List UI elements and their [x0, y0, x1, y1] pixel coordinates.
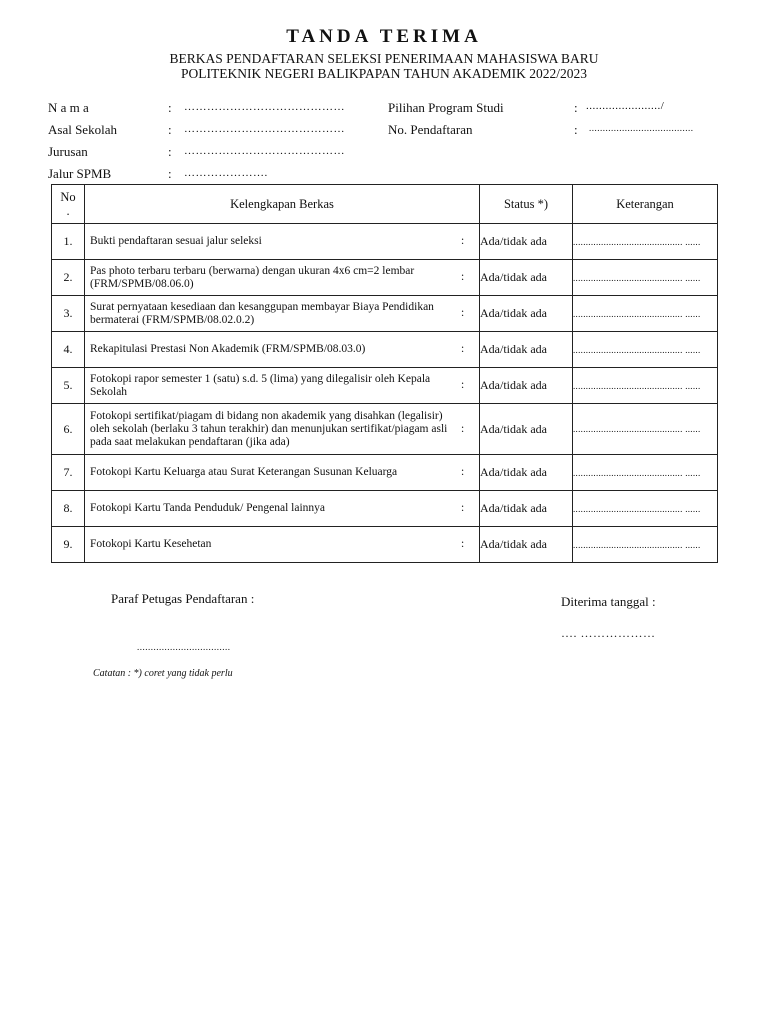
row-description-cell: [85, 527, 480, 563]
pilihan-prodi-label: Pilihan Program Studi: [388, 100, 504, 115]
no-pendaftaran-field[interactable]: ......................................: [589, 123, 694, 133]
row-status[interactable]: Ada/tidak ada: [480, 368, 573, 404]
pilihan-prodi-field[interactable]: ......................./: [586, 100, 665, 112]
row-number: 8.: [52, 491, 85, 527]
berkas-checklist-table: [51, 184, 718, 563]
header-kelengkapan: Kelengkapan Berkas: [85, 185, 480, 224]
table-body: [52, 224, 718, 563]
diterima-tanggal-label: Diterima tanggal :: [561, 594, 656, 609]
row-description-cell: [85, 332, 480, 368]
row-description: [85, 373, 479, 399]
jurusan-field[interactable]: ……………………………………: [184, 145, 345, 157]
row-description-text: Fotokopi rapor semester 1 (satu) s.d. 5 (lima) yang dilegalisir oleh Kepala Sekolah: [90, 372, 431, 398]
row-description-cell: [85, 455, 480, 491]
table-row: [52, 527, 718, 563]
paraf-petugas-label: Paraf Petugas Pendaftaran :: [111, 591, 255, 606]
pilihan-prodi-colon: :: [574, 100, 578, 115]
no-pendaftaran-label: No. Pendaftaran: [388, 122, 473, 137]
row-status[interactable]: Ada/tidak ada: [480, 404, 573, 455]
row-status[interactable]: Ada/tidak ada: [480, 455, 573, 491]
row-number: 3.: [52, 296, 85, 332]
row-status[interactable]: Ada/tidak ada: [480, 332, 573, 368]
row-colon: :: [461, 502, 465, 514]
row-colon: :: [461, 379, 465, 391]
table-row: [52, 491, 718, 527]
row-keterangan[interactable]: ........................................... ......: [573, 404, 718, 455]
paraf-petugas-signature-line[interactable]: ..................................: [137, 642, 231, 652]
table-row: [52, 332, 718, 368]
row-description: [85, 343, 479, 356]
row-description-text: Surat pernyataan kesediaan dan kesanggupan membayar Biaya Pendidikan bermaterai (FRM/SPMB/08.02.0.2): [90, 300, 434, 326]
row-keterangan[interactable]: ........................................... ......: [573, 260, 718, 296]
row-description-cell: [85, 491, 480, 527]
row-description-cell: [85, 260, 480, 296]
row-number: 9.: [52, 527, 85, 563]
row-colon: :: [461, 343, 465, 355]
table-row: [52, 260, 718, 296]
document-subtitle-line1: BERKAS PENDAFTARAN SELEKSI PENERIMAAN MAHASISWA BARU: [169, 51, 599, 66]
row-description-cell: [85, 224, 480, 260]
row-keterangan[interactable]: ........................................... ......: [573, 527, 718, 563]
document-title: TANDA TERIMA: [286, 26, 482, 47]
table-row: [52, 368, 718, 404]
row-description: [85, 466, 479, 479]
row-description-cell: [85, 368, 480, 404]
row-description: [85, 301, 479, 327]
row-description-text: Pas photo terbaru terbaru (berwarna) dengan ukuran 4x6 cm=2 lembar (FRM/SPMB/08.06.0): [90, 264, 415, 290]
row-keterangan[interactable]: ........................................... ......: [573, 455, 718, 491]
row-number: 2.: [52, 260, 85, 296]
diterima-tanggal-field[interactable]: …. ………………: [561, 626, 656, 640]
row-status[interactable]: Ada/tidak ada: [480, 260, 573, 296]
row-number: 1.: [52, 224, 85, 260]
asal-sekolah-label: Asal Sekolah: [48, 122, 117, 137]
row-description: [85, 538, 479, 551]
row-number: 5.: [52, 368, 85, 404]
row-description-text: Fotokopi sertifikat/piagam di bidang non akademik yang disahkan (legalisir) oleh sekolah (berlaku 3 tahun terakhir) dan menunjukan sertifikat/piagam asli pada saat melakukan pendaftaran (jika ada): [90, 409, 448, 448]
asal-sekolah-field[interactable]: ……………………………………: [184, 123, 345, 135]
row-status[interactable]: Ada/tidak ada: [480, 296, 573, 332]
nama-colon: :: [168, 100, 172, 115]
row-description-cell: [85, 404, 480, 455]
table-header-row: [52, 185, 718, 224]
nama-label: N a m a: [48, 100, 89, 115]
row-keterangan[interactable]: ........................................... ......: [573, 224, 718, 260]
row-status[interactable]: Ada/tidak ada: [480, 527, 573, 563]
jalur-spmb-colon: :: [168, 166, 172, 181]
table-row: [52, 296, 718, 332]
row-description: [85, 265, 479, 291]
row-description: [85, 502, 479, 515]
catatan-note: Catatan : *) coret yang tidak perlu: [93, 668, 233, 679]
row-colon: :: [461, 422, 465, 435]
row-description-text: Rekapitulasi Prestasi Non Akademik (FRM/SPMB/08.03.0): [90, 343, 366, 355]
row-status[interactable]: Ada/tidak ada: [480, 491, 573, 527]
row-keterangan[interactable]: ........................................... ......: [573, 332, 718, 368]
row-description-text: Fotokopi Kartu Kesehetan: [90, 538, 212, 550]
table-row: [52, 404, 718, 455]
row-number: 7.: [52, 455, 85, 491]
row-status[interactable]: Ada/tidak ada: [480, 224, 573, 260]
row-colon: :: [461, 466, 465, 478]
document-subtitle-line2: POLITEKNIK NEGERI BALIKPAPAN TAHUN AKADEMIK 2022/2023: [180, 66, 588, 81]
jalur-spmb-field[interactable]: ………………….: [184, 167, 268, 179]
row-colon: :: [461, 307, 465, 319]
header-no: No .: [52, 185, 85, 224]
row-description-text: Fotokopi Kartu Keluarga atau Surat Keterangan Susunan Keluarga: [90, 466, 398, 478]
jurusan-colon: :: [168, 144, 172, 159]
nama-field[interactable]: ……………………………………: [184, 101, 345, 113]
row-description: [85, 235, 479, 248]
table-row: [52, 455, 718, 491]
table-row: [52, 224, 718, 260]
jalur-spmb-label: Jalur SPMB: [48, 166, 112, 181]
row-description: [85, 410, 479, 449]
row-keterangan[interactable]: ........................................... ......: [573, 491, 718, 527]
row-keterangan[interactable]: ........................................... ......: [573, 368, 718, 404]
jurusan-label: Jurusan: [48, 144, 88, 159]
row-description-text: Bukti pendaftaran sesuai jalur seleksi: [90, 235, 262, 247]
header-status: Status *): [480, 185, 573, 224]
row-colon: :: [461, 538, 465, 550]
row-description-text: Fotokopi Kartu Tanda Penduduk/ Pengenal lainnya: [90, 502, 326, 514]
row-number: 4.: [52, 332, 85, 368]
row-colon: :: [461, 235, 465, 247]
row-number: 6.: [52, 404, 85, 455]
header-keterangan: Keterangan: [573, 185, 718, 224]
asal-sekolah-colon: :: [168, 122, 172, 137]
no-pendaftaran-colon: :: [574, 122, 578, 137]
row-colon: :: [461, 271, 465, 283]
row-description-cell: [85, 296, 480, 332]
row-keterangan[interactable]: ........................................... ......: [573, 296, 718, 332]
